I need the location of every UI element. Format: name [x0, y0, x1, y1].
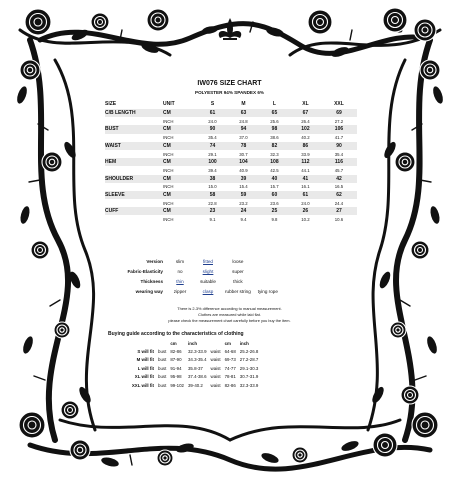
column-header: XL: [302, 101, 309, 107]
value-cell: 39.4: [208, 167, 217, 173]
guide-cell: waist: [210, 357, 221, 363]
value-cell: 33.9: [301, 151, 310, 157]
value-cell: 112: [290, 158, 321, 166]
guide-cell: 34.3-35.4: [187, 357, 207, 363]
value-cell: 102: [290, 125, 321, 133]
value-cell: 86: [290, 142, 321, 150]
value-cell: 38: [197, 175, 228, 183]
value-cell: 29.1: [208, 151, 217, 157]
measurement-row-cm: [105, 175, 357, 183]
attribute-row: [115, 286, 282, 296]
value-cell: 44.1: [301, 167, 310, 173]
attribute-option: slim: [175, 258, 185, 264]
buying-guide-body: [118, 347, 260, 389]
measurement-row-inch: [105, 134, 357, 142]
value-cell: 15.7: [270, 184, 279, 190]
measurement-row-inch: [105, 215, 357, 223]
column-header: L: [272, 101, 276, 107]
buying-guide-title: Buying guide according to the characteristics of clothing: [108, 331, 244, 337]
attribute-option-selected: fitted: [203, 258, 213, 264]
garment-attributes: [115, 256, 282, 296]
measurement-label-blank: [105, 134, 163, 142]
value-cell: 30.7: [239, 151, 248, 157]
buying-guide-header: [118, 339, 260, 347]
unit-cell: CM: [163, 142, 197, 150]
attribute-row: [115, 266, 282, 276]
guide-cell: 87-90: [170, 357, 182, 363]
guide-cell: 78-81: [224, 374, 236, 380]
guide-cell: bust: [158, 357, 167, 363]
value-cell: 25: [259, 207, 290, 215]
note-line: There is 2-3% difference according to manual measurement.: [177, 306, 282, 311]
guide-cell: 74-77: [224, 365, 236, 371]
unit-cell: INCH: [163, 200, 174, 206]
guide-cell: 91-94: [170, 365, 182, 371]
value-cell: 104: [228, 158, 259, 166]
measurement-label: WAIST: [105, 142, 163, 150]
value-cell: 24.0: [208, 118, 217, 124]
material-composition: POLYESTER 94% SPANDEX 6%: [195, 90, 264, 95]
guide-cell: 32.3-33.9: [239, 382, 259, 388]
guide-cell: 35.8-37: [187, 365, 203, 371]
value-cell: 62: [321, 191, 357, 199]
value-cell: 15.4: [239, 184, 248, 190]
value-cell: 82: [259, 142, 290, 150]
column-header: SIZE: [105, 101, 117, 107]
unit-cell: INCH: [163, 184, 174, 190]
guide-cell: 82-86: [170, 349, 182, 355]
value-cell: 59: [228, 191, 259, 199]
measurement-row-cm: [105, 191, 357, 199]
guide-column-header: inch: [239, 340, 249, 346]
guide-size: M will fit: [136, 357, 154, 363]
attributes-body: [115, 256, 282, 296]
value-cell: 26: [290, 207, 321, 215]
value-cell: 94: [228, 125, 259, 133]
attribute-option: suitable: [200, 278, 216, 284]
buying-guide-row: [118, 364, 260, 372]
attribute-option: zipper: [173, 288, 187, 294]
attribute-option: thick: [233, 278, 243, 284]
column-header: S: [210, 101, 215, 107]
guide-size: XL will fit: [134, 374, 154, 380]
measurement-label-blank: [105, 215, 163, 223]
value-cell: 23: [197, 207, 228, 215]
buying-guide-table: [118, 339, 260, 389]
note-line: Clothes are measured while laid flat.: [198, 312, 261, 317]
value-cell: 37.0: [239, 135, 248, 141]
unit-cell: CM: [163, 158, 197, 166]
guide-cell: 30.7-31.9: [239, 374, 259, 380]
value-cell: 22.8: [208, 200, 217, 206]
attribute-option-selected: clasp: [202, 288, 214, 294]
guide-cell: waist: [210, 349, 221, 355]
measurement-row-cm: [105, 142, 357, 150]
measurement-label-blank: [105, 199, 163, 207]
buying-guide-row: [118, 373, 260, 381]
attribute-label: wearing way: [135, 288, 163, 294]
guide-cell: waist: [210, 374, 221, 380]
unit-cell: INCH: [163, 217, 174, 223]
measurement-label: SLEEVE: [105, 191, 163, 199]
value-cell: 38.6: [270, 135, 279, 141]
value-cell: 63: [228, 109, 259, 117]
guide-cell: 27.2-28.7: [239, 357, 259, 363]
value-cell: 90: [321, 142, 357, 150]
measurement-notes: [0, 306, 459, 324]
measurement-row-inch: [105, 183, 357, 191]
unit-cell: CM: [163, 175, 197, 183]
value-cell: 106: [321, 125, 357, 133]
value-cell: 42.5: [270, 167, 279, 173]
value-cell: 9.4: [240, 217, 247, 223]
value-cell: 25.6: [270, 118, 279, 124]
measurement-label-blank: [105, 150, 163, 158]
value-cell: 39: [228, 175, 259, 183]
value-cell: 40.2: [301, 135, 310, 141]
value-cell: 41.7: [334, 135, 344, 141]
value-cell: 10.2: [301, 217, 310, 223]
size-table-header: [105, 99, 357, 109]
size-table-body: [105, 109, 357, 224]
value-cell: 58: [197, 191, 228, 199]
measurement-row-cm: [105, 158, 357, 166]
value-cell: 23.2: [239, 200, 248, 206]
guide-cell: bust: [158, 365, 167, 371]
attribute-option: [254, 276, 282, 286]
value-cell: 35.4: [208, 135, 217, 141]
measurement-row-inch: [105, 166, 357, 174]
value-cell: 16.5: [334, 184, 344, 190]
guide-cell: 95-98: [170, 374, 182, 380]
value-cell: 9.1: [209, 217, 216, 223]
guide-cell: waist: [210, 365, 221, 371]
measurement-label: CUFF: [105, 207, 163, 215]
value-cell: 26.4: [301, 118, 310, 124]
guide-size: L will fit: [137, 365, 154, 371]
unit-cell: CM: [163, 109, 197, 117]
value-cell: 61: [197, 109, 228, 117]
unit-cell: INCH: [163, 118, 174, 124]
measurement-row-inch: [105, 117, 357, 125]
column-header: UNIT: [163, 101, 175, 107]
value-cell: 61: [290, 191, 321, 199]
guide-cell: 37.4-38.6: [187, 374, 207, 380]
unit-cell: CM: [163, 191, 197, 199]
column-header: M: [241, 101, 246, 107]
column-header: XXL: [334, 101, 344, 107]
size-table: [105, 99, 357, 224]
guide-column-header: cm: [224, 340, 231, 346]
buying-guide-row: [118, 356, 260, 364]
attribute-label: Thickness: [140, 278, 163, 284]
value-cell: 67: [290, 109, 321, 117]
measurement-row-cm: [105, 109, 357, 117]
value-cell: 24.8: [239, 118, 248, 124]
unit-cell: INCH: [163, 167, 174, 173]
value-cell: 108: [259, 158, 290, 166]
measurement-label: SHOULDER: [105, 175, 163, 183]
attribute-option-selected: thin: [176, 278, 184, 284]
value-cell: 116: [321, 158, 357, 166]
guide-cell: 25.2-26.8: [239, 349, 259, 355]
guide-cell: 64-68: [224, 349, 236, 355]
attribute-option: super: [232, 268, 244, 274]
measurement-label-blank: [105, 166, 163, 174]
value-cell: 69: [321, 109, 357, 117]
unit-cell: INCH: [163, 151, 174, 157]
value-cell: 41: [290, 175, 321, 183]
guide-size: XXL will fit: [131, 382, 154, 388]
attribute-option: loose: [232, 258, 244, 264]
guide-cell: bust: [158, 349, 167, 355]
value-cell: 10.6: [334, 217, 344, 223]
measurement-row-inch: [105, 150, 357, 158]
guide-cell: 32.3-33.9: [187, 349, 207, 355]
value-cell: 98: [259, 125, 290, 133]
value-cell: 65: [259, 109, 290, 117]
unit-cell: CM: [163, 125, 197, 133]
measurement-label: BUST: [105, 125, 163, 133]
measurement-row-cm: [105, 125, 357, 133]
measurement-label-blank: [105, 183, 163, 191]
value-cell: 40.9: [239, 167, 248, 173]
attribute-option: rubber string: [225, 288, 251, 294]
value-cell: 27.2: [334, 118, 344, 124]
value-cell: 90: [197, 125, 228, 133]
guide-cell: bust: [158, 374, 167, 380]
chart-title: IW076 SIZE CHART: [197, 80, 262, 87]
guide-column-header: [156, 339, 168, 347]
value-cell: 60: [259, 191, 290, 199]
guide-column-header: inch: [187, 340, 198, 346]
value-cell: 45.7: [334, 167, 344, 173]
attribute-label: Version: [146, 258, 163, 264]
value-cell: 100: [197, 158, 228, 166]
attribute-row: [115, 256, 282, 266]
unit-cell: INCH: [163, 135, 174, 141]
guide-cell: 29.1-30.3: [239, 365, 259, 371]
value-cell: 35.4: [334, 151, 344, 157]
value-cell: 24.4: [334, 200, 344, 206]
attribute-option: [254, 266, 282, 276]
measurement-label: HEM: [105, 158, 163, 166]
value-cell: 27: [321, 207, 357, 215]
value-cell: 74: [197, 142, 228, 150]
value-cell: 9.8: [271, 217, 278, 223]
guide-cell: 69-73: [224, 357, 236, 363]
guide-cell: 99-102: [170, 382, 184, 388]
attribute-label: Fabric-Elasticity: [127, 268, 163, 274]
guide-cell: waist: [210, 382, 221, 388]
value-cell: 42: [321, 175, 357, 183]
value-cell: 78: [228, 142, 259, 150]
guide-column-header: [118, 339, 156, 347]
guide-cell: 82-86: [224, 382, 236, 388]
value-cell: 15.0: [208, 184, 217, 190]
value-cell: 40: [259, 175, 290, 183]
buying-guide-row: [118, 381, 260, 389]
value-cell: 24: [228, 207, 259, 215]
guide-column-header: cm: [170, 340, 177, 346]
guide-cell: 39-40.2: [187, 382, 203, 388]
guide-size: S will fit: [137, 349, 154, 355]
measurement-label-blank: [105, 117, 163, 125]
attribute-row: [115, 276, 282, 286]
value-cell: 23.6: [270, 200, 279, 206]
guide-cell: bust: [158, 382, 167, 388]
measurement-row-cm: [105, 207, 357, 215]
measurement-row-inch: [105, 199, 357, 207]
attribute-option-selected: slight: [202, 268, 214, 274]
attribute-option: [254, 256, 282, 266]
attribute-option: no: [177, 268, 183, 274]
attribute-option: tying rope: [257, 288, 278, 294]
value-cell: 32.3: [270, 151, 279, 157]
value-cell: 24.0: [301, 200, 310, 206]
measurement-label: C/B LENGTH: [105, 109, 163, 117]
buying-guide-row: [118, 347, 260, 355]
guide-column-header: [209, 339, 223, 347]
unit-cell: CM: [163, 207, 197, 215]
note-line: please check the measurement chart carefully before you buy the item.: [168, 318, 291, 323]
value-cell: 16.1: [301, 184, 310, 190]
